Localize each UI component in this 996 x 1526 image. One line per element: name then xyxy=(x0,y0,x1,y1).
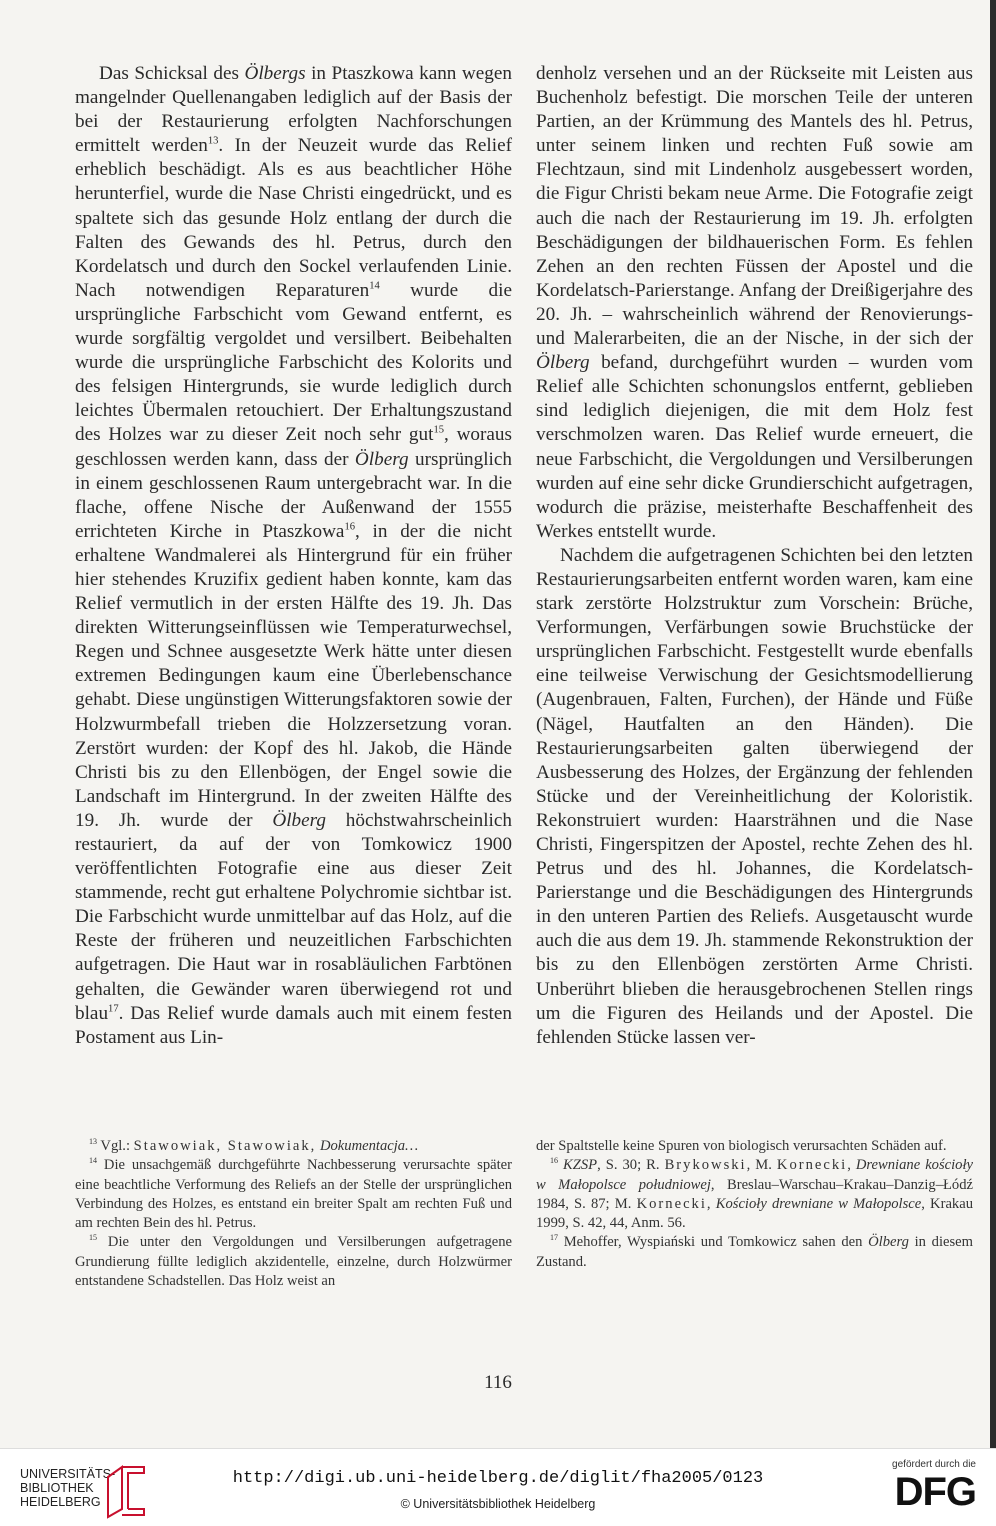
footnote-15: $^{15}$ Die unter den Vergoldungen und Versilberungen aufgetragene Grundierung füllte lediglich akzidentelle, einzelne, durch Holzwürmer entstandene Schadstellen. Das Holz weist an xyxy=(75,1233,512,1290)
page-number: 116 xyxy=(484,1372,512,1393)
footnote-14: $^{14}$ Die unsachgemäß durchgeführte Nachbesserung verursachte später eine beachtliche Verformung des Reliefs an der Stelle der ursprünglichen Verbindung des Holzes, es entstand ein breiter Spalt am rechten Fuß und am rechten Bein des hl. Petrus. xyxy=(75,1156,512,1232)
footnotes-right xyxy=(536,1137,973,1272)
footnote-17: $^{17}$ Mehoffer, Wyspiański und Tomkowicz sahen den Ölberg in diesem Zustand. xyxy=(536,1233,973,1270)
footnotes-left xyxy=(75,1137,512,1291)
logo-line: BIBLIOTHEK xyxy=(20,1481,94,1495)
footnote-ref[interactable]: 17 xyxy=(108,1003,119,1015)
paragraph: Das Schicksal des Ölbergs in Ptaszkowa kann wegen mangelnder Quellenangaben lediglich auf der Basis der bei der Restaurierung erfolgten Nachforschungen ermittelt werden$^{13}$. In der Neuzeit wurde das Relief erheblich beschädigt. Als es aus beachtlicher Höhe herunterfiel, wurde die Nase Christi eingedrückt, und es spaltete sich das gesunde Holz entlang der durch die Falten des Gewands des hl. Petrus, durch den Kordelatsch und durch den Sockel verlaufenden Linie. Nach notwendigen Reparaturen$^{14}$ wurde die ursprüngliche Farbschicht vom Gewand entfernt, es wurde sorgfältig vergoldet und versilbert. Beibehalten wurde die ursprüngliche Farbschicht des Kolorits und des felsigen Hintergrunds, sie wurde lediglich durch leichtes Übermalen retouchiert. Der Erhaltungszustand des Holzes war zu dieser Zeit noch sehr gut$^{15}$, woraus geschlossen werden kann, dass der Ölberg ursprünglich in einem geschlossenen Raum untergebracht war. In die flache, offene Nische der Außenwand der 1555 errichteten Kirche in Ptaszkowa$^{16}$, in der die nicht erhaltene Wandmalerei als Hintergrund für ein früher hier stehendes Kruzifix gedient haben konnte, kam das Relief vermutlich in der ersten Hälfte des 19. Jh. Das direkten Witterungseinflüssen wie Temperaturwechsel, Regen und Schnee ausgesetzte Werk hätte unter diesen extremen Bedingungen kaum eine Überlebenschance gehabt. Diese ungünstigen Witterungsfaktoren sowie der Holzwurmbefall trieben die Holzzersetzung voran. Zerstört wurden: der Kopf des hl. Jakob, die Hände Christi bis zu den Ellenbögen, der Engel sowie die Landschaft im Hintergrund. In der zweiten Hälfte des 19. Jh. wurde der Ölberg höchstwahrscheinlich restauriert, da auf der von Tomkowicz 1900 veröffentlichten Fotografie eine aus dieser Zeit stammende, recht gut erhaltene Polychromie sichtbar ist. Die Farbschicht wurde unmittelbar auf das Holz, auf die Reste der früheren und neuzeitlichen Farbschichten aufgetragen. Die Haut war in rosabläulichen Farbtönen gehalten, die Gewänder waren überwiegend rot und blau$^{17}$. Das Relief wurde damals auch mit einem festen Postament aus Lin- xyxy=(75,63,513,1048)
scan-edge xyxy=(990,0,996,1450)
footnote-ref[interactable]: 14 xyxy=(369,280,380,292)
body-column-left xyxy=(75,62,512,1050)
footnote-16: $^{16}$ KZSP, S. 30; R. Brykowski, M. Kornecki, Drewniane kościoły w Małopolsce południowej, Breslau–Warschau–Krakau–Danzig–Łódź 1984, S. 87; M. Kornecki, Kościoły drewniane w Małopolsce, Krakau 1999, S. 42, 44, Anm. 56. xyxy=(536,1156,974,1232)
document-url-link[interactable]: http://digi.ub.uni-heidelberg.de/diglit/fha2005/0123 xyxy=(232,1469,764,1488)
footnote-ref[interactable]: 13 xyxy=(207,135,219,147)
body-column-right xyxy=(536,62,973,1050)
footnote-15-continued: der Spaltstelle keine Spuren von biologisch verursachten Schäden auf. xyxy=(536,1138,947,1154)
footnote-ref[interactable]: 15 xyxy=(433,425,444,437)
footnote-ref[interactable]: 16 xyxy=(344,521,355,533)
logo-line: UNIVERSITÄTS- xyxy=(20,1467,116,1481)
dfg-wordmark: DFG xyxy=(894,1470,976,1514)
dfg-logo[interactable] xyxy=(876,1459,976,1514)
footnote-13: $^{13}$ Vgl.: Stawowiak, Stawowiak, Dokumentacja… xyxy=(89,1137,419,1154)
paragraph: denholz versehen und an der Rückseite mit Leisten aus Buchenholz befestigt. Die morschen Teile der unteren Partien, an der Krümmung des Mantels des hl. Petrus, unter seinem linken und rechten Fuß sowie am Flechtzaun, sind mit Lindenholz ausgebessert worden, die Figur Christi bekam neue Arme. Die Fotografie zeigt auch die nach der Restaurierung im 19. Jh. erfolgten Beschädigungen der bildhauerischen Form. Es fehlen Zehen an den rechten Füssen der Apostel und die Kordelatsch-Parierstange. Anfang der Dreißigerjahre des 20. Jh. – wahrscheinlich während der Renovierungs- und Malerarbeiten, die an der Nische, in der sich der Ölberg befand, durchgeführt wurden – wurden vom Relief alle Schichten schonungslos entfernt, geblieben sind lediglich diejenigen, die mit dem Holz fest verschmolzen waren. Das Relief wurde erneuert, die neue Farbschicht, die Vergoldungen und Versilberungen wurden auf eine sehr dicke Grundierschicht aufgetragen, wodurch die präzise, meisterhafte Beschaffenheit des Werkes entstellt wurde. xyxy=(536,63,973,542)
paragraph: Nachdem die aufgetragenen Schichten bei den letzten Restaurierungsarbeiten entfernt worden waren, kam eine stark zerstörte Holzstruktur zum Vorschein: Brüche, Verformungen, Verfärbungen sowie Bruchstücke der ursprünglichen Farbschicht. Festgestellt wurde ebenfalls eine teilweise Verwischung der Gesichtsmodellierung (Augenbrauen, Falten, Furchen), der Hände und Füße (Nägel, Hautfalten an den Händen). Die Restaurierungsarbeiten galten überwiegend der Ausbesserung des Holzes, der Ergänzung der fehlenden Stücke und der Vereinheitlichung der Koloristik. Rekonstruiert wurden: Haarsträhnen und die Nase Christi, Fingerspitzen der Apostel, rechte Zehen des hl. Petrus und des hl. Johannes, die Kordelatsch-Parierstange und die Beschädigungen des Hintergrunds in den unteren Partien des Reliefs. Ausgetauscht wurde auch die aus dem 19. Jh. stammende Rekonstruktion der bis zu den Ellenbögen zerstörten Arme Christi. Unberührt blieben die herausgebrochenen Stellen rings um die Figuren des Heilands und der Apostel. Die fehlenden Stücke lassen ver- xyxy=(536,544,973,1048)
dfg-caption: gefördert durch die xyxy=(892,1459,976,1470)
footer-bar xyxy=(0,1448,996,1526)
logo-line: HEIDELBERG xyxy=(20,1495,101,1509)
copyright-notice: © Universitätsbibliothek Heidelberg xyxy=(400,1497,596,1511)
